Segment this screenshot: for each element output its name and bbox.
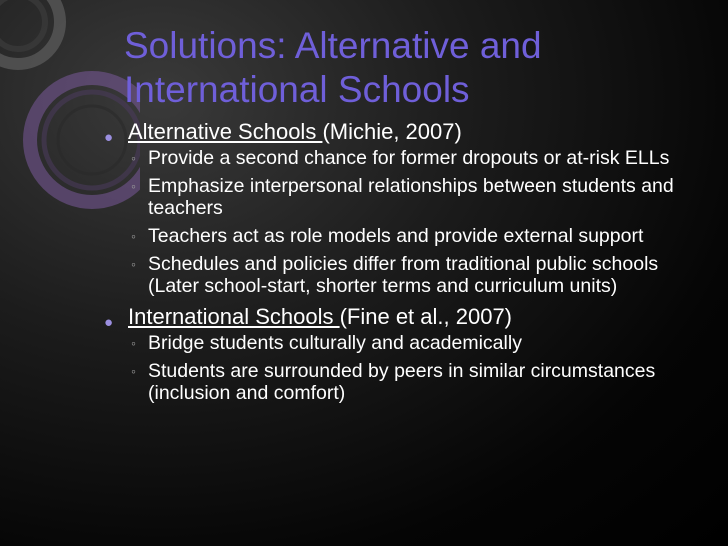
title-line-1: Solutions: Alternative and xyxy=(124,25,542,66)
list-item: ◦ Emphasize interpersonal relationships between students and teachers xyxy=(131,175,674,219)
international-schools-list xyxy=(104,332,709,404)
bullet-circle-icon: ● xyxy=(104,314,114,331)
slide-content xyxy=(104,118,709,410)
sub-bullet-icon: ◦ xyxy=(131,363,136,379)
bullet-circle-icon: ● xyxy=(104,129,114,146)
list-item: ◦ Schedules and policies differ from traditional public schools (Later school-start, shorter terms and curriculum units) xyxy=(131,253,659,297)
sub-bullet-icon: ◦ xyxy=(131,256,136,272)
alternative-schools-link[interactable]: Alternative Schools xyxy=(128,119,323,144)
alternative-schools-list xyxy=(104,147,709,297)
sub-bullet-icon: ◦ xyxy=(131,335,136,351)
sub-bullet-icon: ◦ xyxy=(131,228,136,244)
section-heading-alternative xyxy=(104,118,709,145)
list-item: ◦ Bridge students culturally and academically xyxy=(131,332,522,354)
sub-bullet-icon: ◦ xyxy=(131,150,136,166)
citation-michie: (Michie, 2007) xyxy=(322,119,462,144)
list-item: ◦ Students are surrounded by peers in similar circumstances (inclusion and comfort) xyxy=(131,360,656,404)
section-heading-international xyxy=(104,303,709,330)
list-item: ◦ Teachers act as role models and provide external support xyxy=(131,225,644,247)
list-item: ◦ Provide a second chance for former dropouts or at-risk ELLs xyxy=(131,147,670,169)
sub-bullet-icon: ◦ xyxy=(131,178,136,194)
slide-title xyxy=(124,24,704,112)
international-schools-link[interactable]: International Schools xyxy=(128,304,340,329)
citation-fine: (Fine et al., 2007) xyxy=(339,304,513,329)
title-line-2: International Schools xyxy=(124,69,470,110)
